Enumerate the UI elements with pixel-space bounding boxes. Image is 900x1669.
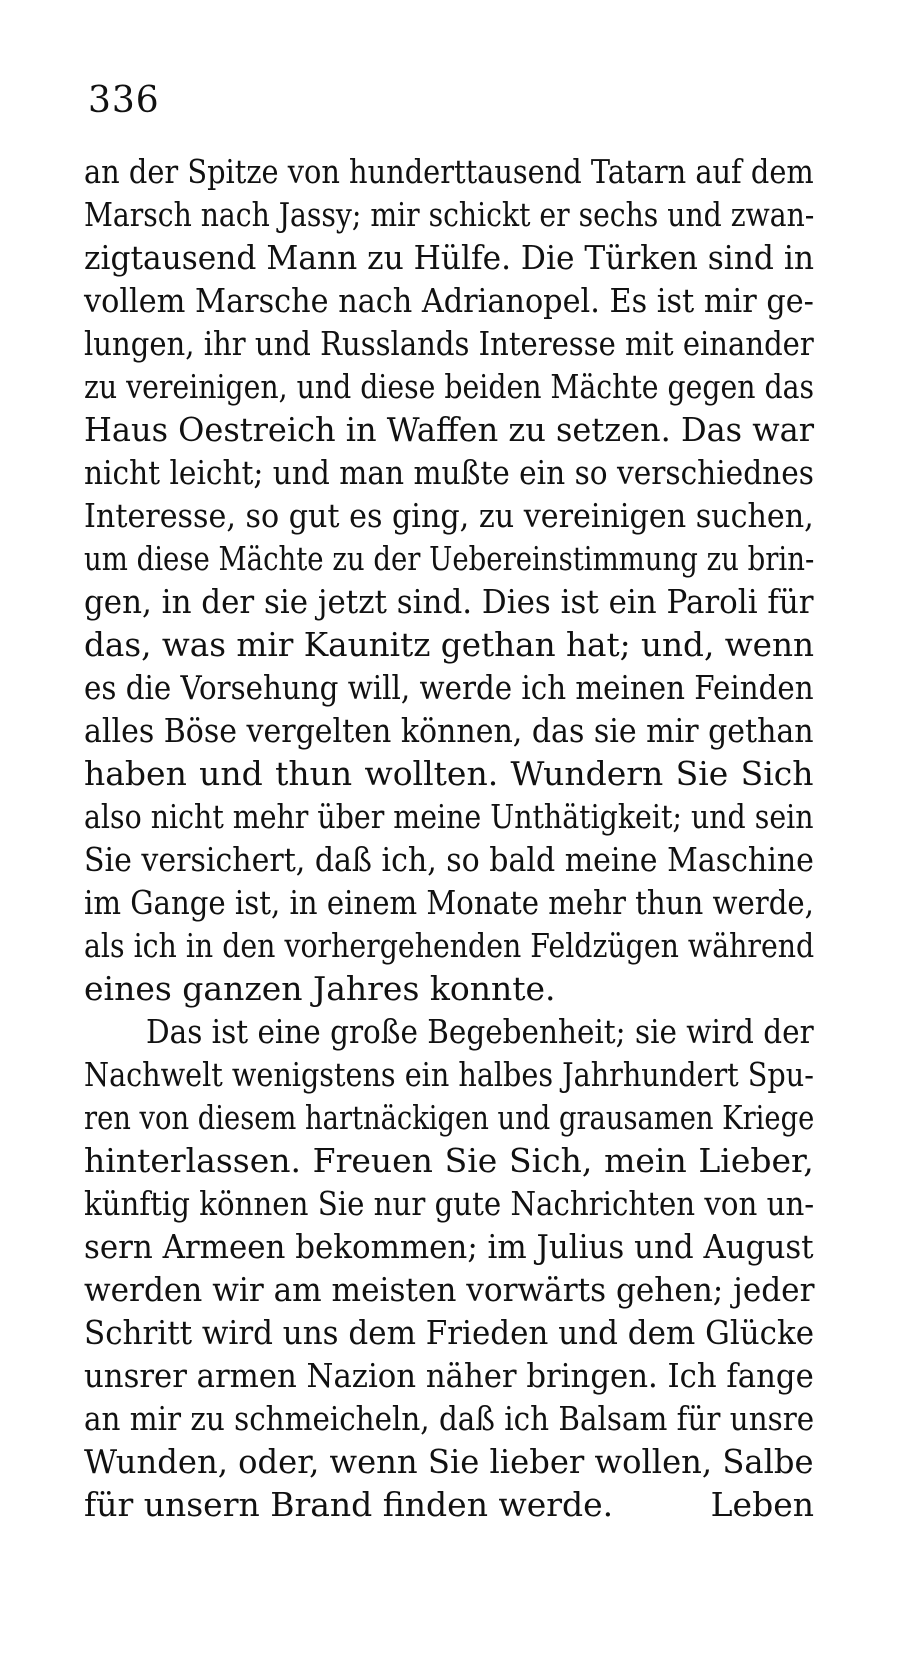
text-line: für unsern Brand finden werde.	[84, 1485, 614, 1524]
text-line: es die Vorsehung will, werde ich meinen Feinden	[84, 668, 814, 707]
text-line: also nicht mehr über meine Unthätigkeit; und sein	[84, 797, 814, 836]
text-line: zigtausend Mann zu Hülfe. Die Türken sind in	[84, 238, 814, 277]
text-line: eines ganzen Jahres konnte.	[84, 969, 556, 1008]
text-line: Wunden, oder, wenn Sie lieber wollen, Salbe	[84, 1442, 814, 1481]
text-line: Sie versichert, daß ich, so bald meine Maschine	[84, 840, 814, 879]
text-line: Interesse, so gut es ging, zu vereinigen suchen,	[84, 496, 814, 535]
text-line: sern Armeen bekommen; im Julius und August	[84, 1227, 814, 1266]
text-line: Haus Oestreich in Waffen zu setzen. Das war	[84, 410, 815, 449]
text-line: unsrer armen Nazion näher bringen. Ich fange	[84, 1356, 814, 1395]
text-line: alles Böse vergelten können, das sie mir gethan	[84, 711, 814, 750]
text-line: vollem Marsche nach Adrianopel. Es ist mir ge-	[84, 281, 814, 320]
text-line: Das ist eine große Begebenheit; sie wird der	[146, 1012, 814, 1051]
page-number: 336	[88, 80, 160, 121]
text-line: ren von diesem hartnäckigen und grausamen Kriege	[84, 1098, 815, 1137]
text-line: lungen, ihr und Russlands Interesse mit einander	[84, 324, 814, 363]
text-line: künftig können Sie nur gute Nachrichten von un-	[84, 1184, 815, 1223]
text-line: Nachwelt wenigstens ein halbes Jahrhundert Spu-	[84, 1055, 814, 1094]
text-line: gen, in der sie jetzt sind. Dies ist ein Paroli für	[84, 582, 814, 621]
text-line: Marsch nach Jassy; mir schickt er sechs und zwan-	[84, 195, 815, 234]
text-line: werden wir am meisten vorwärts gehen; jeder	[84, 1270, 815, 1309]
text-line: als ich in den vorhergehenden Feldzügen während	[84, 926, 815, 965]
text-line: zu vereinigen, und diese beiden Mächte gegen das	[84, 367, 815, 406]
text-line: das, was mir Kaunitz gethan hat; und, wenn	[84, 625, 815, 664]
catchword: Leben	[710, 1485, 814, 1524]
text-line: haben und thun wollten. Wundern Sie Sich	[84, 754, 814, 793]
text-line: hinterlassen. Freuen Sie Sich, mein Lieber,	[84, 1141, 814, 1180]
text-line: an mir zu schmeicheln, daß ich Balsam für unsre	[84, 1399, 815, 1438]
text-line: um diese Mächte zu der Uebereinstimmung zu brin-	[84, 539, 815, 578]
text-line: an der Spitze von hunderttausend Tatarn auf dem	[84, 152, 814, 191]
text-line: nicht leicht; und man mußte ein so verschiednes	[84, 453, 814, 492]
text-line: Schritt wird uns dem Frieden und dem Glücke	[84, 1313, 815, 1352]
text-line: im Gange ist, in einem Monate mehr thun werde,	[84, 883, 814, 922]
